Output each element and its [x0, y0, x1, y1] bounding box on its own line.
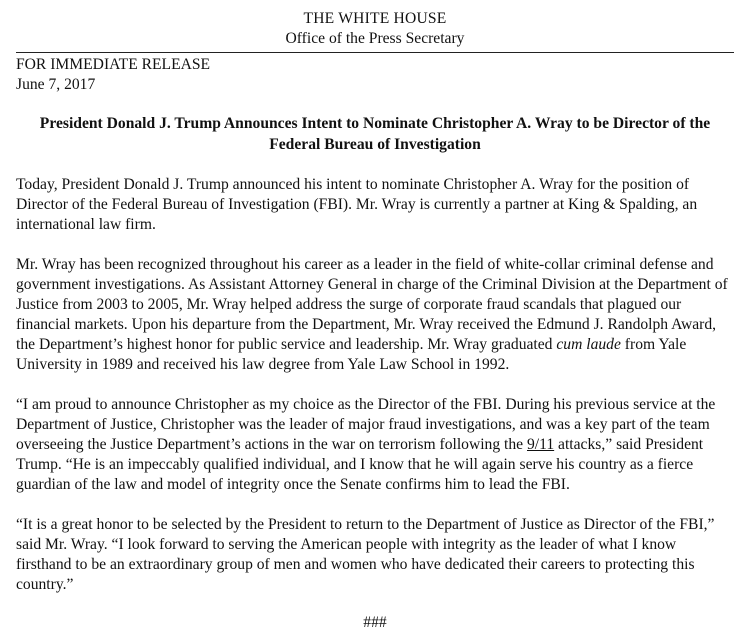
release-date: June 7, 2017: [16, 76, 96, 93]
paragraph-background-text-a: Mr. Wray has been recognized throughout his career as a leader in the field of white-collar criminal defense and government investigations. As Assistant Attorney General in charge of the Criminal Division at the Department of Justice from 2003 to 2005, Mr. Wray helped address the surge of corporate fraud scandals that plagued our financial markets. Upon his departure from the Department, Mr. Wray received the Edmund J. Randolph Award, the Department’s highest honor for public service and leadership. Mr. Wray graduated: [16, 256, 728, 353]
paragraph-announcement: Today, President Donald J. Trump announced his intent to nominate Christopher A. Wray for the position of Director of the Federal Bureau of Investigation (FBI). Mr. Wray is currently a partner at King & Spalding, an international law firm.: [16, 176, 698, 233]
headline: President Donald J. Trump Announces Intent to Nominate Christopher A. Wray to be Director of the Federal Bureau of Investigation: [39, 115, 711, 153]
president-quote-text-b: attacks,” said President Trump. “He is an impeccably qualified individual, and I know that he will again serve his country as a fierce guardian of the law and model of integrity once the Senate confirms him to lead the FBI.: [16, 436, 704, 493]
release-label: FOR IMMEDIATE RELEASE: [16, 56, 211, 73]
paragraph-background: [16, 255, 734, 375]
nine-eleven-link[interactable]: 9/11: [527, 436, 555, 453]
release-info: [16, 55, 734, 95]
header-divider: [16, 52, 734, 53]
president-quote-text-a: “I am proud to announce Christopher as my choice as the Director of the FBI. During his previous service at the Department of Justice, Christopher was the leader of major fraud investigations, and was a key part of the team overseeing the Justice Department’s actions in the war on terrorism following the: [16, 396, 716, 453]
organization-name: THE WHITE HOUSE: [303, 10, 447, 27]
paragraph-president-quote: [16, 395, 734, 495]
paragraph-background-text-b: from Yale University in 1989 and received his law degree from Yale Law School in 1992.: [16, 336, 687, 373]
masthead: [16, 9, 734, 49]
end-mark: ###: [363, 614, 387, 631]
paragraph-wray-quote: “It is a great honor to be selected by the President to return to the Department of Justice as Director of the FBI,” said Mr. Wray. “I look forward to serving the American people with integrity as the leader of what I know firsthand to be an extraordinary group of men and women who have dedicated their careers to protecting this country.”: [16, 516, 715, 593]
office-name: Office of the Press Secretary: [285, 30, 465, 47]
cum-laude-text: cum laude: [556, 336, 621, 353]
